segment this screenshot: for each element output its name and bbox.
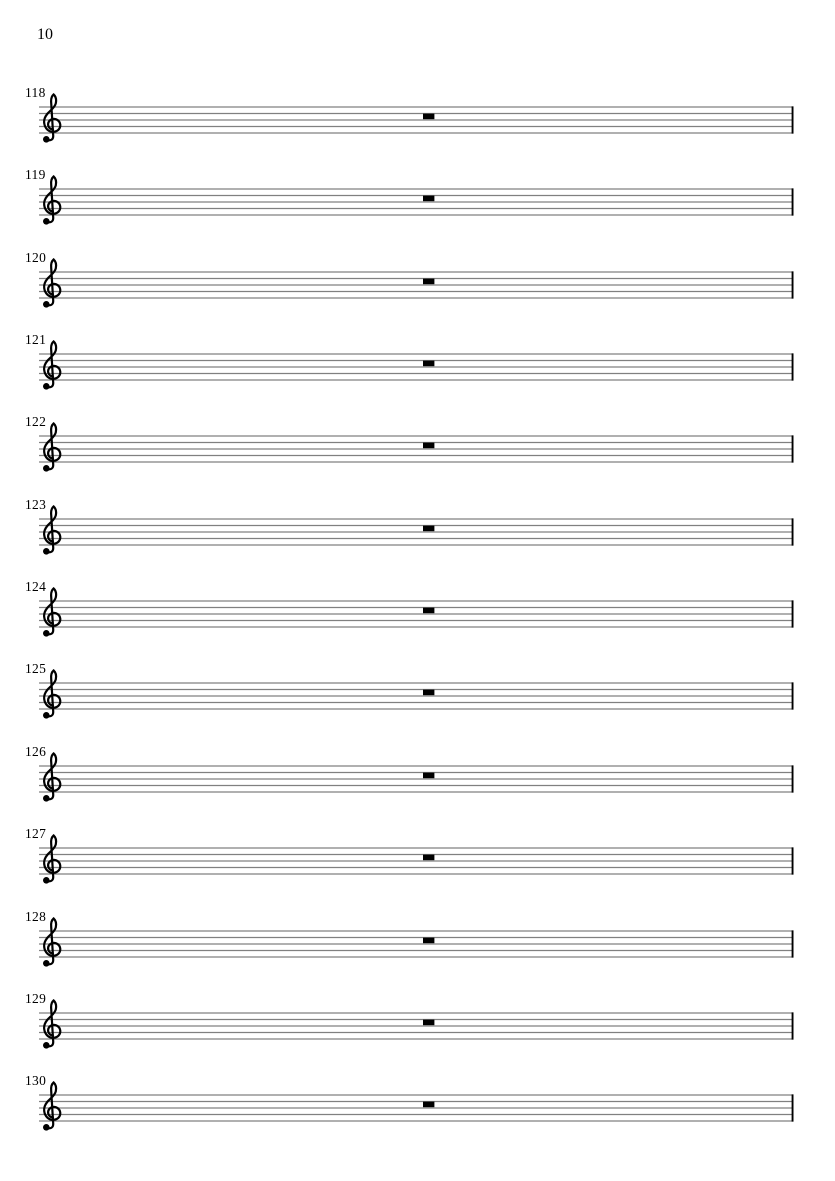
staff-graphic bbox=[36, 340, 796, 396]
measure-number: 118 bbox=[25, 85, 46, 100]
measure-number: 129 bbox=[25, 990, 47, 1006]
staff-system bbox=[0, 745, 835, 803]
staff-system bbox=[0, 580, 835, 638]
staff-system bbox=[0, 498, 835, 556]
staff-system-graphic bbox=[39, 177, 794, 225]
measure-number: 124 bbox=[25, 579, 47, 595]
staff-graphic bbox=[36, 505, 796, 561]
staff-system bbox=[0, 168, 835, 226]
staff-graphic bbox=[36, 752, 796, 808]
staff-system-graphic bbox=[39, 1000, 794, 1048]
staff-system-graphic bbox=[39, 753, 794, 801]
measure-number: 128 bbox=[25, 908, 47, 924]
staff-graphic bbox=[36, 93, 796, 149]
measure-number: 127 bbox=[25, 826, 47, 842]
staff-system-graphic bbox=[39, 95, 794, 143]
measure-number: 130 bbox=[25, 1073, 47, 1089]
staff-system bbox=[0, 333, 835, 391]
measure-number: 121 bbox=[25, 332, 47, 348]
staff-system-graphic bbox=[39, 1083, 794, 1131]
staff-graphic bbox=[36, 1081, 796, 1137]
measure-number: 119 bbox=[25, 167, 46, 183]
staff-system-graphic bbox=[39, 589, 794, 637]
staff-system-graphic bbox=[39, 424, 794, 472]
staff-system-graphic bbox=[39, 342, 794, 390]
staff-system-graphic bbox=[39, 836, 794, 884]
staff-system bbox=[0, 662, 835, 720]
staff-system-graphic bbox=[39, 259, 794, 307]
staff-system-graphic bbox=[39, 918, 794, 966]
measure-number: 122 bbox=[25, 414, 47, 430]
staff-graphic bbox=[36, 999, 796, 1055]
measure-number: 126 bbox=[25, 743, 47, 759]
page-number: 10 bbox=[37, 26, 53, 43]
staff-system bbox=[0, 827, 835, 885]
staff-system bbox=[0, 992, 835, 1050]
staff-system bbox=[0, 1074, 835, 1132]
staff-system bbox=[0, 415, 835, 473]
staff-system-graphic bbox=[39, 506, 794, 554]
staff-graphic bbox=[36, 917, 796, 973]
staff-system-graphic bbox=[39, 671, 794, 719]
staff-system bbox=[0, 910, 835, 968]
staff-graphic bbox=[36, 258, 796, 314]
staff-graphic bbox=[36, 669, 796, 725]
measure-number: 125 bbox=[25, 661, 47, 677]
staff-graphic bbox=[36, 587, 796, 643]
measure-number: 123 bbox=[25, 496, 47, 512]
staff-graphic bbox=[36, 422, 796, 478]
measure-number: 120 bbox=[25, 249, 47, 265]
staff-graphic bbox=[36, 834, 796, 890]
staff-system bbox=[0, 86, 835, 144]
staff-system bbox=[0, 251, 835, 309]
staff-graphic bbox=[36, 175, 796, 231]
